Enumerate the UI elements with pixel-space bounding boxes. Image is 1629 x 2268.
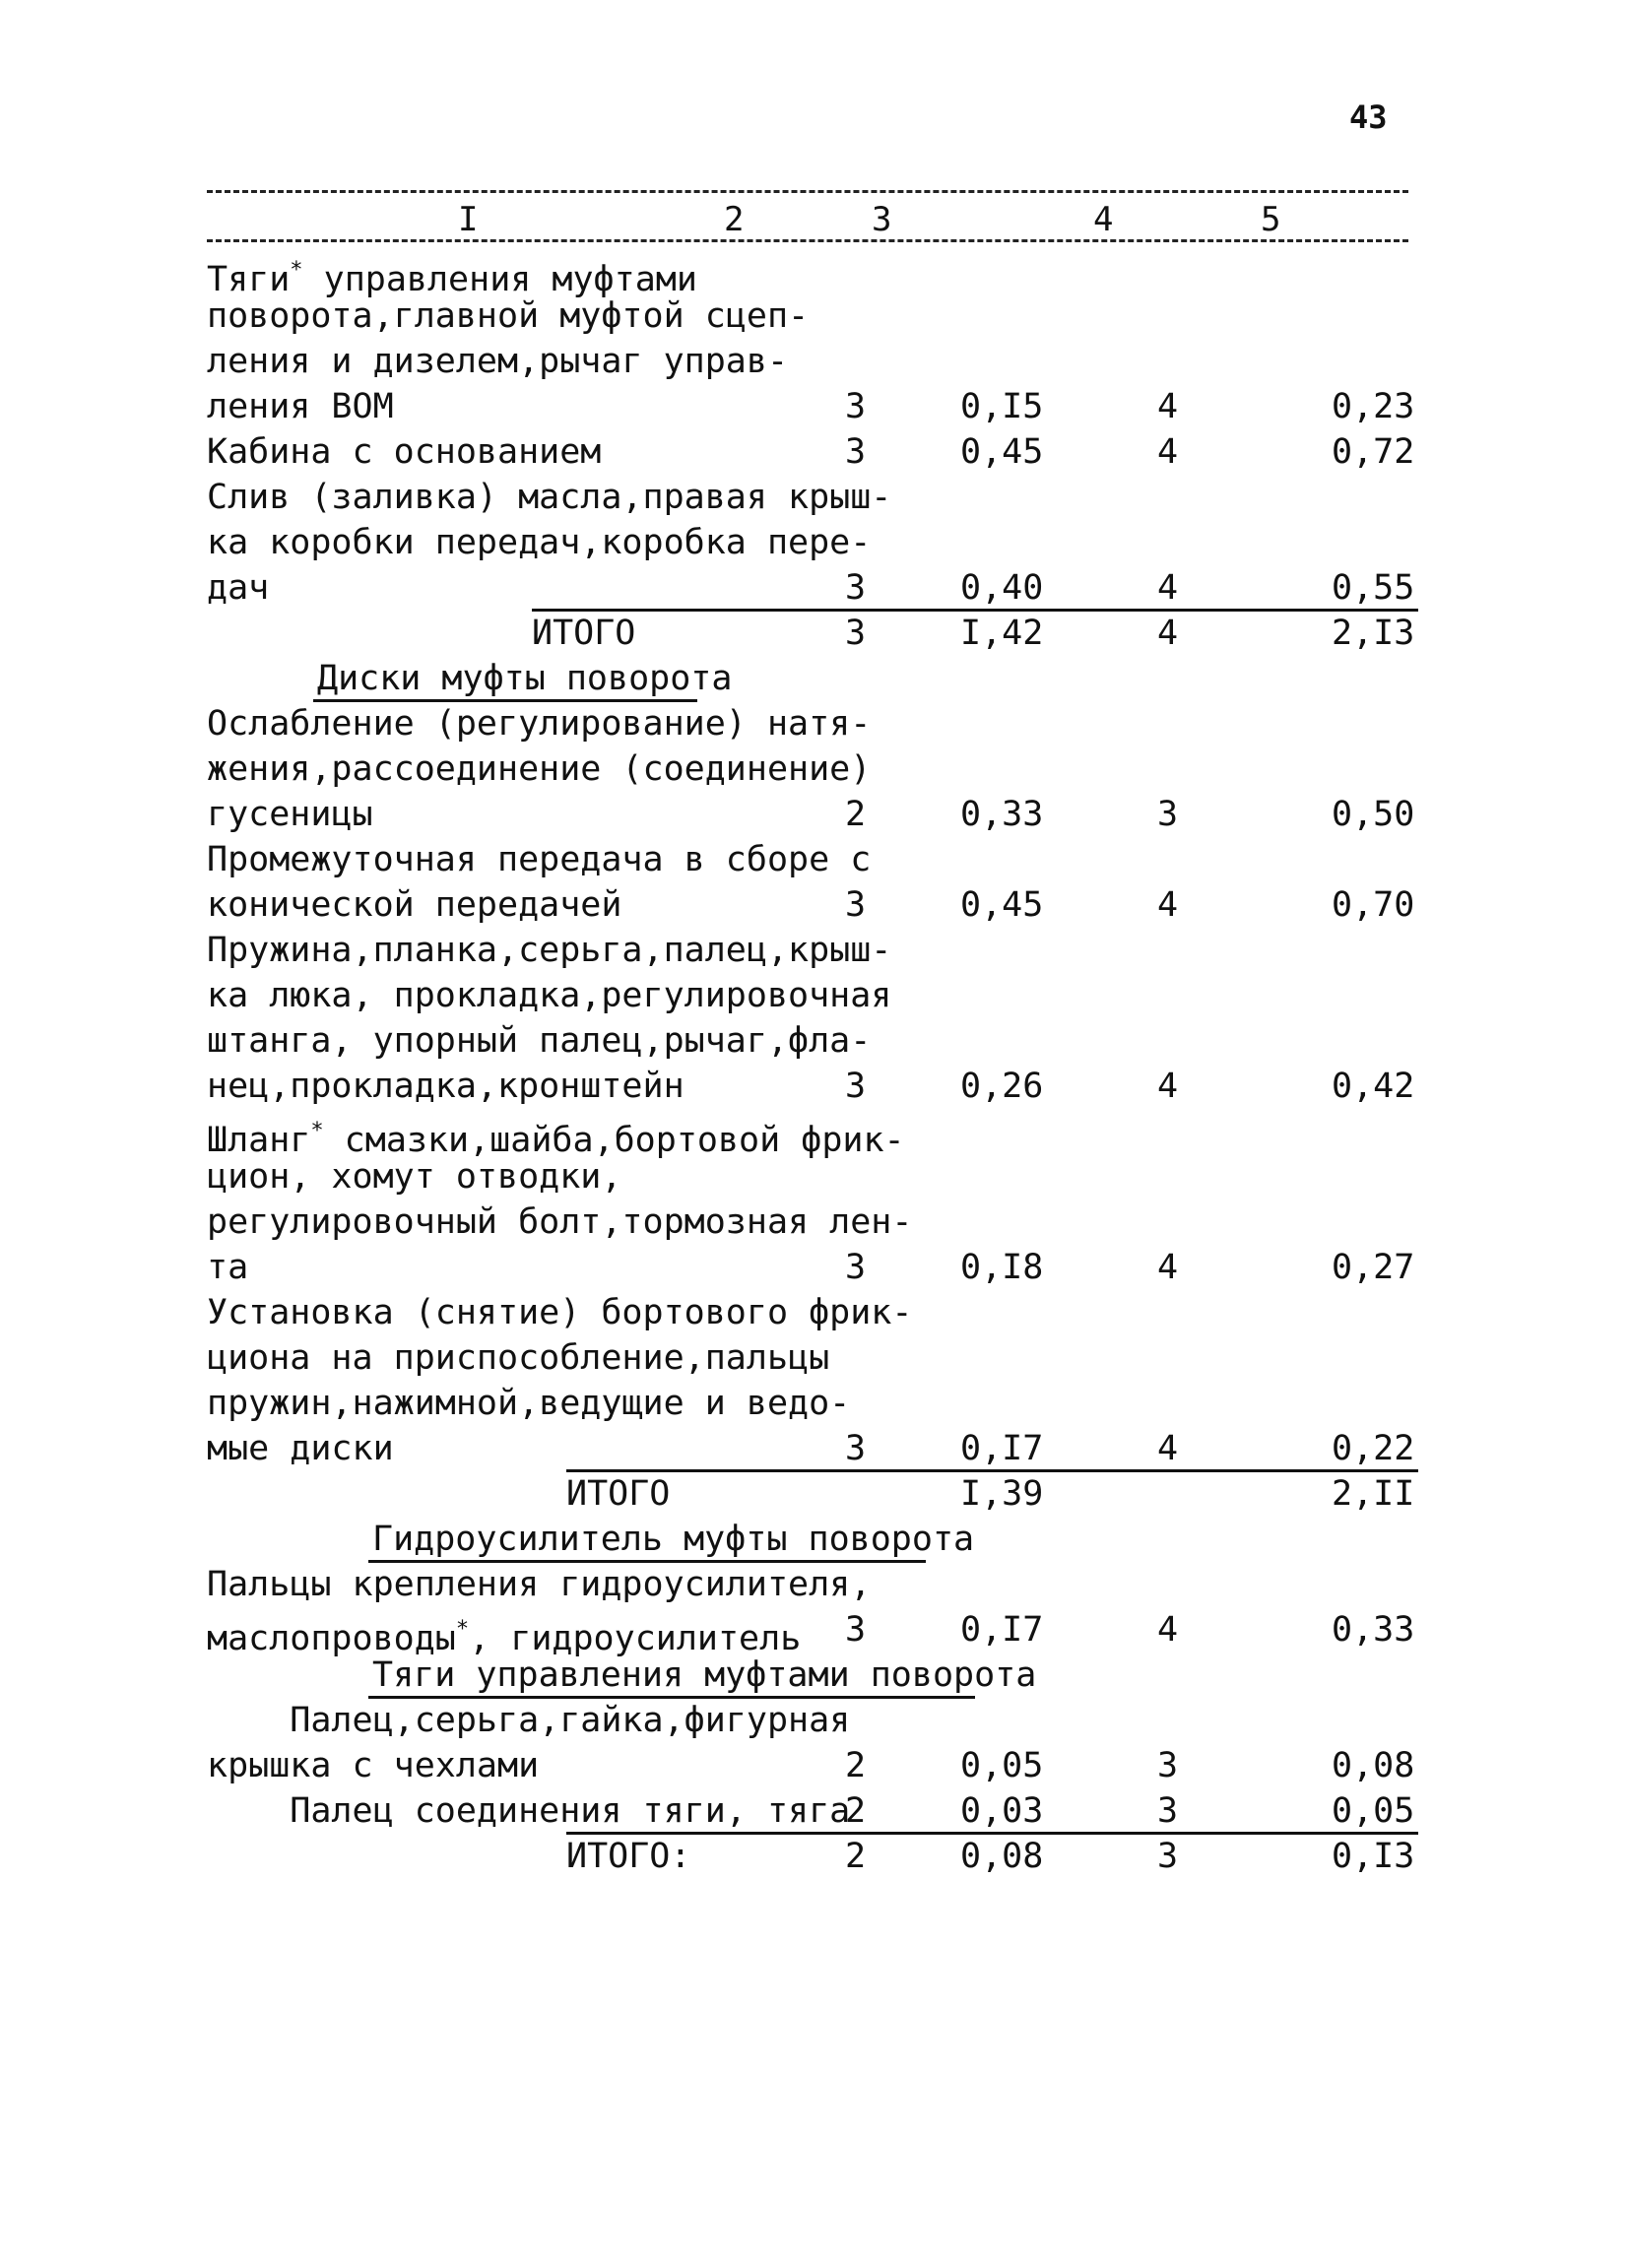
cell-col-5: 0,55 <box>1332 568 1415 608</box>
cell-col-4: 3 <box>1157 795 1179 834</box>
item-text: гусеницы <box>207 795 373 834</box>
cell-col-5: 0,08 <box>1332 1746 1415 1785</box>
item-text: поворота,главной муфтой сцеп- <box>207 296 810 336</box>
item-text: пружин,нажимной,ведущие и ведо- <box>207 1384 851 1423</box>
table-row <box>0 1199 1629 1245</box>
cell-col-2: 2 <box>845 1746 867 1785</box>
cell-col-5: 0,50 <box>1332 795 1415 834</box>
total-label: ИТОГО: <box>566 1837 691 1876</box>
item-text: маслопроводы*, гидроусилитель <box>207 1617 802 1658</box>
table-row <box>0 746 1629 792</box>
table-row <box>0 1426 1629 1471</box>
item-text: мые диски <box>207 1429 394 1468</box>
total-label: ИТОГО <box>566 1474 671 1514</box>
header-rule-top <box>207 190 1408 193</box>
cell-col-4: 4 <box>1157 885 1179 925</box>
cell-col-3: 0,26 <box>960 1067 1044 1106</box>
total-label: ИТОГО <box>532 614 636 653</box>
cell-col-3: 0,I5 <box>960 387 1044 426</box>
table-row <box>0 565 1629 611</box>
cell-col-4: 4 <box>1157 387 1179 426</box>
item-text: ления ВОМ <box>207 387 394 426</box>
cell-col-2: 2 <box>845 1791 867 1831</box>
table-row <box>0 1335 1629 1381</box>
item-text: жения,рассоединение (соединение) <box>207 749 872 789</box>
cell-col-3: 0,05 <box>960 1746 1044 1785</box>
cell-col-4: 4 <box>1157 1248 1179 1287</box>
section-title: Диски муфты поворота <box>317 659 733 698</box>
cell-col-5: 2,II <box>1332 1474 1415 1514</box>
total-row <box>0 611 1629 656</box>
table-row <box>0 1290 1629 1335</box>
item-text: регулировочный болт,тормозная лен- <box>207 1202 913 1242</box>
item-text: Палец соединения тяги, тяга <box>207 1791 851 1831</box>
item-text: Тяги* управления муфтами <box>207 258 697 299</box>
cell-col-5: 0,42 <box>1332 1067 1415 1106</box>
table-row <box>0 1064 1629 1109</box>
item-text: Пружина,планка,серьга,палец,крыш- <box>207 931 892 970</box>
footnote-asterisk: * <box>310 1119 324 1143</box>
item-text: цион, хомут отводки, <box>207 1157 622 1197</box>
table-row <box>0 1245 1629 1290</box>
cell-col-4: 4 <box>1157 568 1179 608</box>
page-number: 43 <box>1349 98 1388 136</box>
cell-col-5: 0,27 <box>1332 1248 1415 1287</box>
cell-col-4: 3 <box>1157 1791 1179 1831</box>
table-row <box>0 1018 1629 1064</box>
cell-col-5: 0,33 <box>1332 1610 1415 1650</box>
cell-col-3: 0,45 <box>960 432 1044 472</box>
table-row <box>0 1109 1629 1160</box>
item-text: конической передачей <box>207 885 622 925</box>
item-text: Промежуточная передача в сборе с <box>207 840 872 879</box>
item-text: Палец,серьга,гайка,фигурная <box>207 1701 851 1740</box>
cell-col-2: 3 <box>845 1429 867 1468</box>
table-row <box>0 293 1629 339</box>
cell-col-5: 0,23 <box>1332 387 1415 426</box>
table-row <box>0 1607 1629 1658</box>
cell-col-4: 4 <box>1157 1610 1179 1650</box>
header-col-5: 5 <box>1261 200 1281 239</box>
cell-col-3: 0,I7 <box>960 1429 1044 1468</box>
item-text: Кабина с основанием <box>207 432 602 472</box>
item-text: ка коробки передач,коробка пере- <box>207 523 872 562</box>
cell-col-2: 2 <box>845 1837 867 1876</box>
cell-col-2: 2 <box>845 795 867 834</box>
table-row <box>0 701 1629 746</box>
cell-col-4: 4 <box>1157 1429 1179 1468</box>
cell-col-2: 3 <box>845 885 867 925</box>
table-row <box>0 475 1629 520</box>
cell-col-3: 0,33 <box>960 795 1044 834</box>
cell-col-3: I,39 <box>960 1474 1044 1514</box>
table-row <box>0 1788 1629 1834</box>
total-row <box>0 1471 1629 1517</box>
header-col-1: I <box>458 200 479 239</box>
table-row <box>0 1381 1629 1426</box>
cell-col-4: 3 <box>1157 1837 1179 1876</box>
cell-col-3: 0,08 <box>960 1837 1044 1876</box>
cell-col-2: 3 <box>845 614 867 653</box>
item-text: нец,прокладка,кронштейн <box>207 1067 684 1106</box>
table-row <box>0 973 1629 1018</box>
cell-col-4: 4 <box>1157 1067 1179 1106</box>
cell-col-3: 0,40 <box>960 568 1044 608</box>
section-title: Тяги управления муфтами поворота <box>372 1655 1037 1695</box>
header-col-2: 2 <box>724 200 745 239</box>
cell-col-4: 4 <box>1157 614 1179 653</box>
cell-col-2: 3 <box>845 1610 867 1650</box>
table-row <box>0 384 1629 429</box>
item-text: Пальцы крепления гидроусилителя, <box>207 1565 872 1604</box>
table-row <box>0 792 1629 837</box>
section-title: Гидроусилитель муфты поворота <box>372 1520 975 1559</box>
table-row <box>0 1154 1629 1199</box>
cell-col-2: 3 <box>845 432 867 472</box>
item-text: штанга, упорный палец,рычаг,фла- <box>207 1021 872 1061</box>
cell-col-2: 3 <box>845 568 867 608</box>
cell-col-3: I,42 <box>960 614 1044 653</box>
header-col-4: 4 <box>1093 200 1114 239</box>
table-row <box>0 1698 1629 1743</box>
cell-col-3: 0,03 <box>960 1791 1044 1831</box>
cell-col-2: 3 <box>845 1067 867 1106</box>
item-text: Установка (снятие) бортового фрик- <box>207 1293 913 1332</box>
item-text: Шланг* смазки,шайба,бортовой фрик- <box>207 1119 905 1160</box>
footnote-asterisk: * <box>290 258 303 283</box>
table-row <box>0 928 1629 973</box>
cell-col-5: 2,I3 <box>1332 614 1415 653</box>
cell-col-4: 3 <box>1157 1746 1179 1785</box>
cell-col-3: 0,I8 <box>960 1248 1044 1287</box>
item-text: дач <box>207 568 270 608</box>
item-text: циона на приспособление,пальцы <box>207 1338 830 1378</box>
item-text: Слив (заливка) масла,правая крыш- <box>207 478 892 517</box>
table-row <box>0 248 1629 299</box>
item-text: ления и дизелем,рычаг управ- <box>207 342 789 381</box>
cell-col-2: 3 <box>845 1248 867 1287</box>
footnote-asterisk: * <box>455 1617 470 1642</box>
item-text: крышка с чехлами <box>207 1746 540 1785</box>
cell-col-3: 0,45 <box>960 885 1044 925</box>
header-col-3: 3 <box>872 200 892 239</box>
item-text: та <box>207 1248 249 1287</box>
table-row <box>0 429 1629 475</box>
cell-col-5: 0,70 <box>1332 885 1415 925</box>
header-rule-bottom <box>207 239 1408 242</box>
table-row <box>0 520 1629 565</box>
table-row <box>0 837 1629 882</box>
cell-col-5: 0,05 <box>1332 1791 1415 1831</box>
cell-col-2: 3 <box>845 387 867 426</box>
table-row <box>0 1743 1629 1788</box>
item-text: Ослабление (регулирование) натя- <box>207 704 872 744</box>
table-row <box>0 1562 1629 1607</box>
table-row <box>0 339 1629 384</box>
cell-col-5: 0,I3 <box>1332 1837 1415 1876</box>
cell-col-4: 4 <box>1157 432 1179 472</box>
total-row <box>0 1834 1629 1879</box>
cell-col-3: 0,I7 <box>960 1610 1044 1650</box>
item-text: ка люка, прокладка,регулировочная <box>207 976 892 1015</box>
cell-col-5: 0,72 <box>1332 432 1415 472</box>
table-row <box>0 882 1629 928</box>
cell-col-5: 0,22 <box>1332 1429 1415 1468</box>
